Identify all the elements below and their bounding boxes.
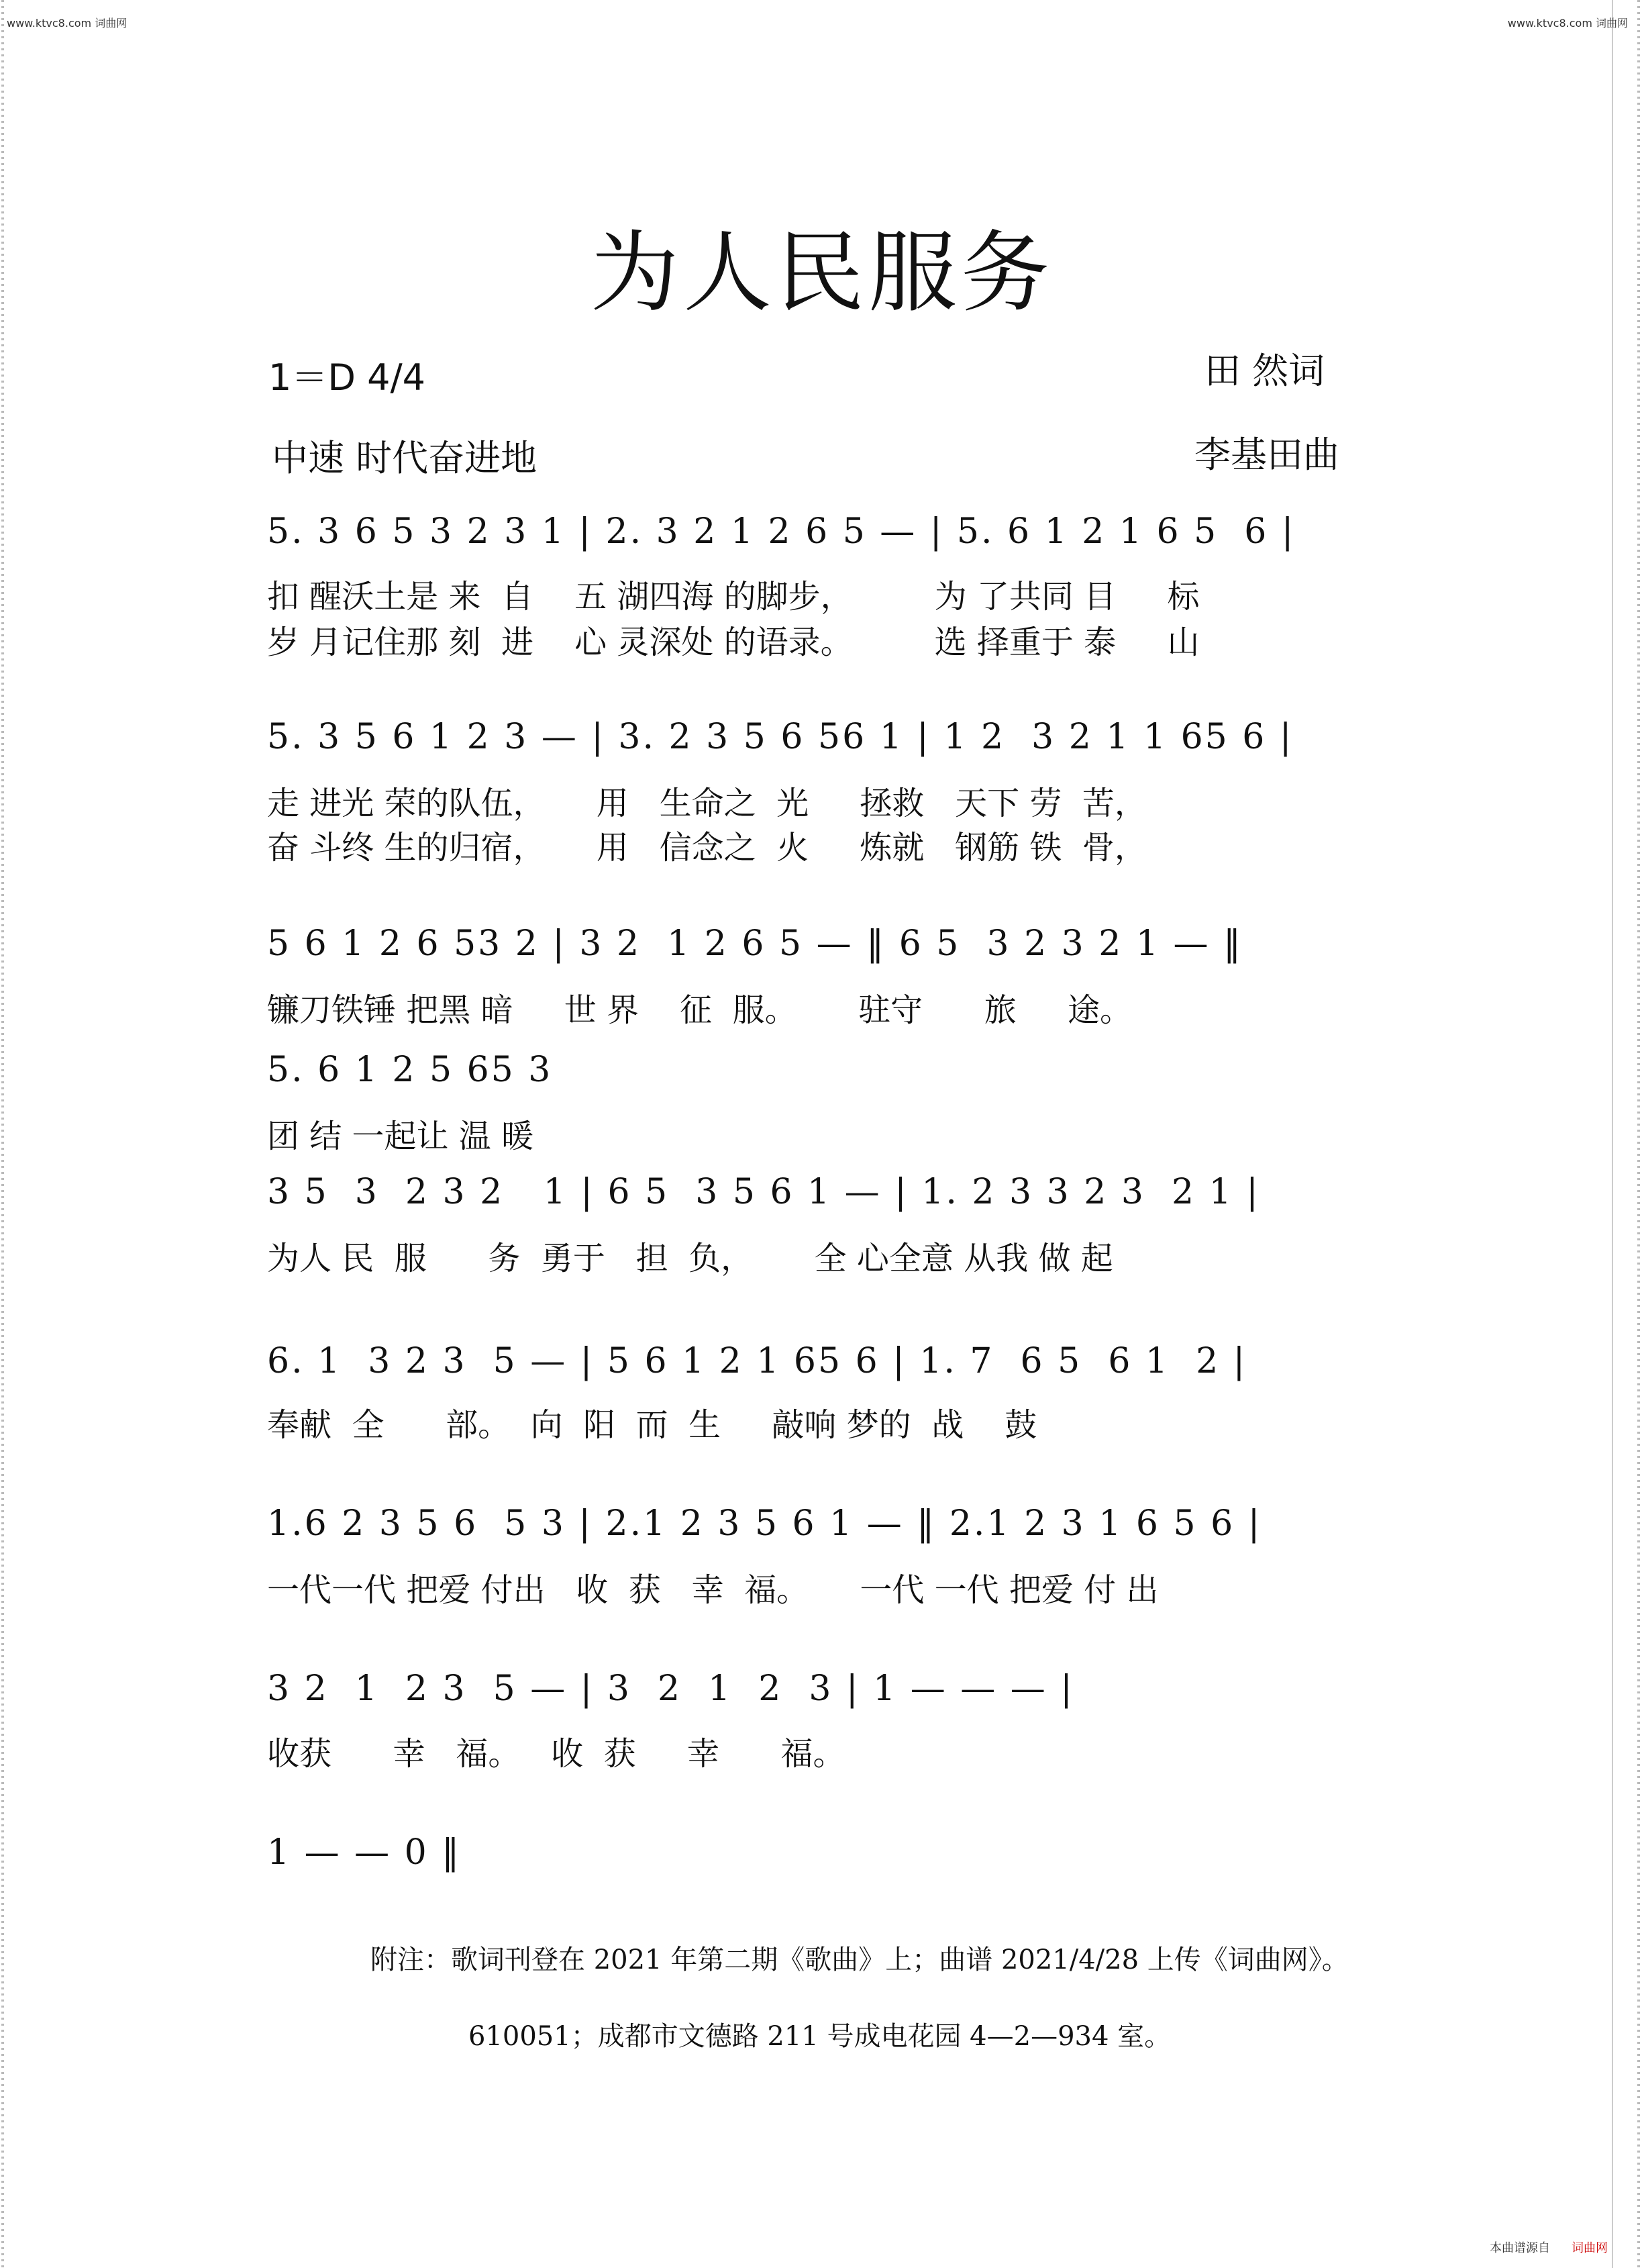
brand-logo: 词曲网 <box>1572 2241 1608 2255</box>
source-label: 本曲谱源自 <box>1490 2241 1550 2255</box>
left-edge-decoration <box>1 0 4 2268</box>
lyricist-credit: 田 然词 <box>1204 350 1325 392</box>
right-edge-decoration <box>1637 0 1640 2268</box>
lyric-line: 镰刀铁锤 把黑 暗 世 界 征 服。 驻守 旅 途。 <box>267 991 1132 1029</box>
notation-line: 5. 6 1 2 5 65 3 <box>267 1050 553 1090</box>
lyric-line: 奋 斗终 生的归宿， 用 信念之 火 炼就 钢筋 铁 骨， <box>267 829 1147 867</box>
lyric-line: 岁 月记住那 刻 进 心 灵深处 的语录。 选 择重于 泰 山 <box>267 624 1200 661</box>
key-signature: 1＝D 4/4 <box>268 356 426 399</box>
notation-line: 5. 3 6 5 3 2 3 1 | 2. 3 2 1 2 6 5 — | 5. 6 1 2 1 6 5 6 | <box>267 511 1296 552</box>
lyric-line: 收获 幸 福。 收 获 幸 福。 <box>267 1735 845 1773</box>
composer-credit: 李基田曲 <box>1194 434 1339 476</box>
lyric-line: 扣 醒沃土是 来 自 五 湖四海 的脚步， 为 了共同 目 标 <box>267 578 1200 615</box>
notation-line: 1.6 2 3 5 6 5 3 | 2.1 2 3 5 6 1 — ‖ 2.1 2 3 1 6 5 6 | <box>267 1503 1262 1544</box>
notation-line: 1 — — 0 ‖ <box>267 1832 462 1873</box>
lyric-line: 为人 民 服 务 勇于 担 负， 全 心全意 从我 做 起 <box>267 1240 1113 1277</box>
lyric-line: 一代一代 把爱 付出 收 获 幸 福。 一代 一代 把爱 付 出 <box>267 1571 1159 1609</box>
song-title: 为人民服务 <box>590 221 1054 325</box>
notation-line: 5. 3 5 6 1 2 3 — | 3. 2 3 5 6 56 1 | 1 2 3 2 1 1 65 6 | <box>267 717 1294 757</box>
footnote-line: 附注：歌词刊登在 2021 年第二期《歌曲》上；曲谱 2021/4/28 上传《词曲网》。 <box>370 1944 1349 1975</box>
lyric-line: 奉献 全 部。 向 阳 而 生 敲响 梦的 战 鼓 <box>267 1406 1037 1444</box>
notation-line: 3 5 3 2 3 2 1 | 6 5 3 5 6 1 — | 1. 2 3 3 2 3 2 1 | <box>267 1172 1260 1212</box>
notation-line: 5 6 1 2 6 53 2 | 3 2 1 2 6 5 — ‖ 6 5 3 2 3 2 1 — ‖ <box>267 924 1243 964</box>
tempo-marking: 中速 时代奋进地 <box>272 437 537 479</box>
lyric-line: 团 结 一起让 温 暖 <box>267 1118 534 1155</box>
header-watermark-left: www.ktvc8.com 词曲网 <box>7 17 127 30</box>
notation-line: 3 2 1 2 3 5 — | 3 2 1 2 3 | 1 — — — | <box>267 1669 1074 1709</box>
header-watermark-right: www.ktvc8.com 词曲网 <box>1507 17 1628 30</box>
lyric-line: 走 进光 荣的队伍， 用 生命之 光 拯救 天下 劳 苦， <box>267 785 1147 822</box>
notation-line: 6. 1 3 2 3 5 — | 5 6 1 2 1 65 6 | 1. 7 6 5 6 1 2 | <box>267 1341 1247 1381</box>
page-border <box>1612 0 1613 2268</box>
address-line: 610051；成都市文德路 211 号成电花园 4—2—934 室。 <box>468 2021 1172 2052</box>
